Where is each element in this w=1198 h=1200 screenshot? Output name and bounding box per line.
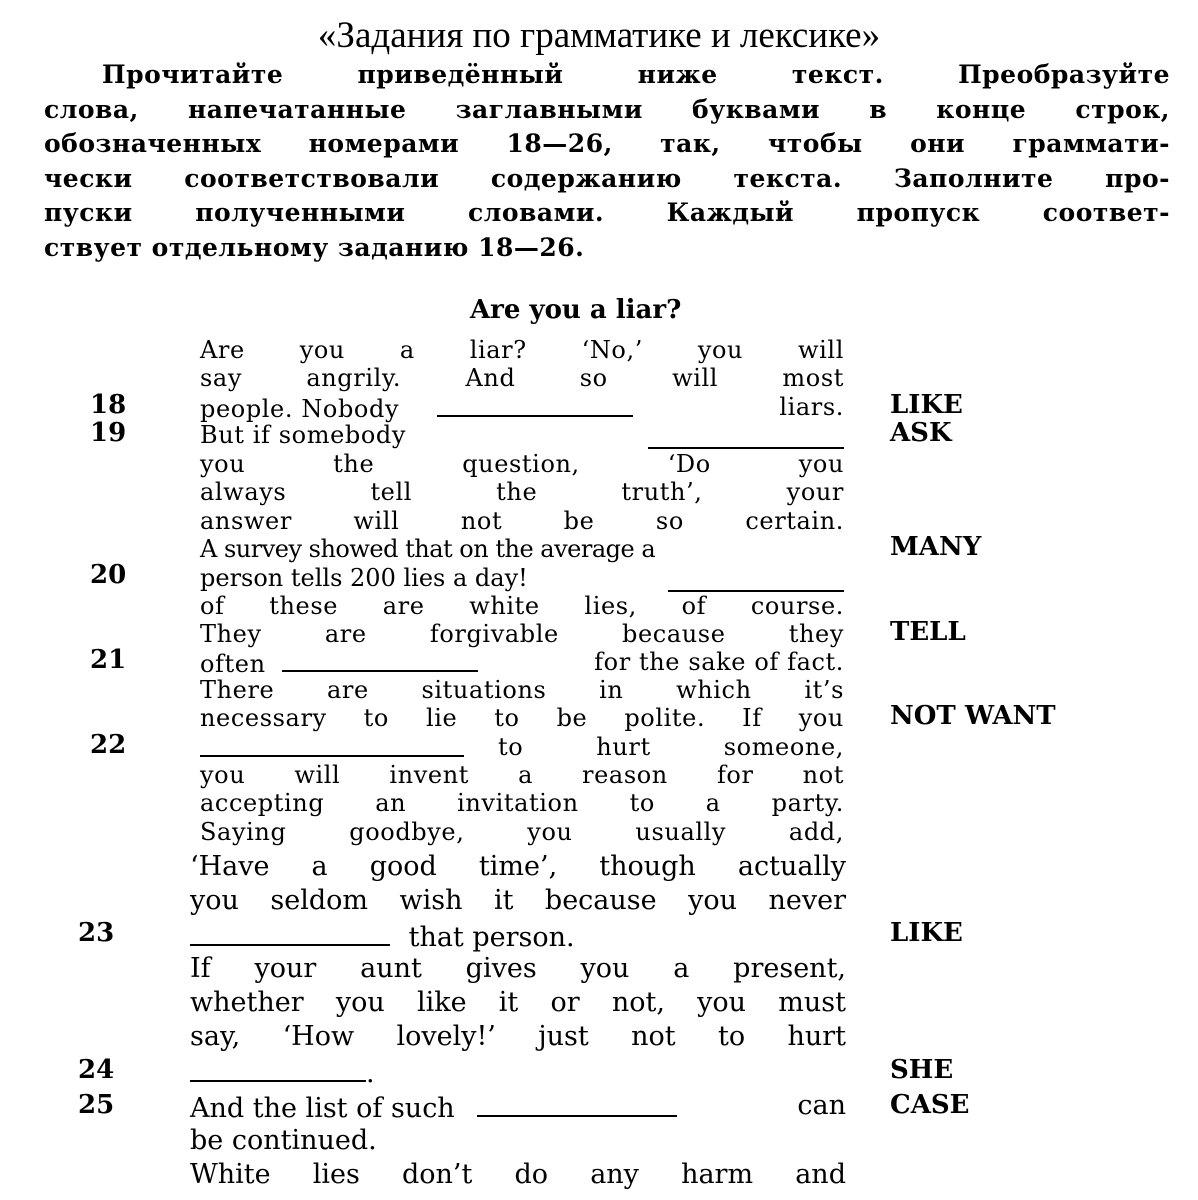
answer-blank-22[interactable] [200, 733, 464, 757]
story-text: person tells 200 lies a day! [200, 564, 528, 592]
story-text: . [366, 1058, 375, 1089]
story-line: They are forgivable because they [200, 620, 844, 648]
story-line: say, ‘How lovely!’ just not to hurt [190, 1021, 846, 1052]
story-line: of these are white lies, of course. [200, 592, 844, 620]
story-text: can [797, 1090, 846, 1121]
task-number: 23 [78, 918, 115, 948]
story-line-22 [200, 733, 844, 761]
task-number: 18 [90, 390, 127, 420]
instruction-line: ствует отдельному заданию 18—26. [44, 232, 585, 262]
instruction-line: слова, напечатанные заглавными буквами в конце строк, [44, 94, 1170, 124]
task-number: 20 [90, 560, 127, 590]
story-text: liars. [779, 393, 844, 421]
task-keyword: NOT WANT [890, 701, 1056, 731]
story-line: you will invent a reason for not [200, 761, 844, 789]
story-line: White lies don’t do any harm and [190, 1159, 846, 1190]
story-line: say angrily. And so will most [200, 364, 844, 392]
story-line: If your aunt gives you a present, [190, 953, 846, 984]
story-line-23 [190, 918, 846, 952]
story-text: people. Nobody [200, 395, 400, 423]
task-keyword: CASE [890, 1090, 970, 1120]
story-line: whether you like it or not, you must [190, 987, 846, 1018]
story-line-18 [200, 393, 844, 421]
story-line-24 [190, 1054, 846, 1088]
story-line: always tell the truth’, your [200, 478, 844, 506]
answer-blank-20[interactable] [668, 568, 844, 592]
task-keyword: TELL [890, 617, 966, 647]
instruction-line: чески соответствовали содержанию текста. Заполните про- [44, 163, 1170, 193]
answer-blank-19[interactable] [648, 425, 844, 449]
page-title: «Задания по грамматике и лексике» [317, 15, 881, 56]
story-line-20 [200, 564, 844, 592]
task-keyword: MANY [890, 532, 982, 562]
instruction-line: Прочитайте приведённый ниже текст. Преобразуйте [102, 60, 1170, 89]
story-line: you the question, ‘Do you [200, 450, 844, 478]
story-line: you seldom wish it because you never [190, 885, 846, 916]
task-keyword: SHE [890, 1055, 954, 1085]
task-number: 19 [90, 418, 127, 448]
story-line: There are situations in which it’s [200, 676, 844, 704]
answer-blank-18[interactable] [437, 393, 633, 417]
story-title: Are you a liar? [470, 295, 682, 325]
answer-blank-25[interactable] [477, 1089, 677, 1117]
instructions [44, 58, 1170, 265]
story-line: ‘Have a good time’, though actually [190, 851, 846, 882]
story-line-25 [190, 1089, 846, 1123]
story-text: often [200, 650, 266, 678]
answer-blank-24[interactable] [190, 1054, 366, 1082]
task-number: 22 [90, 730, 127, 760]
story-text: for the sake of fact. [594, 648, 844, 676]
story-line: Saying goodbye, you usually add, [200, 818, 844, 846]
task-number: 21 [90, 645, 127, 675]
task-keyword: LIKE [890, 918, 963, 948]
story-line: answer will not be so certain. [200, 507, 844, 535]
task-number: 25 [78, 1090, 115, 1120]
answer-blank-21[interactable] [282, 648, 478, 672]
instruction-line: пуски полученными словами. Каждый пропуск соответ- [44, 198, 1170, 227]
story-line-21 [200, 648, 844, 676]
story-text: But if somebody [200, 421, 407, 449]
story-line: necessary to lie to be polite. If you [200, 704, 844, 732]
task-keyword: ASK [890, 418, 952, 448]
task-number: 24 [78, 1055, 115, 1085]
story-line: A survey showed that on the average a [200, 535, 656, 563]
story-text: that person. [408, 922, 575, 953]
story-line: accepting an invitation to a party. [200, 789, 844, 817]
instruction-line: обозначенных номерами 18—26, так, чтобы они граммати- [44, 129, 1170, 158]
task-keyword: LIKE [890, 390, 963, 420]
story-line: Are you a liar? ‘No,’ you will [200, 336, 844, 364]
story-line-19 [200, 421, 844, 449]
story-line: be continued. [190, 1125, 377, 1156]
story-text: to hurt someone, [498, 733, 844, 761]
answer-blank-23[interactable] [190, 918, 390, 946]
story-text: And the list of such [190, 1093, 455, 1124]
